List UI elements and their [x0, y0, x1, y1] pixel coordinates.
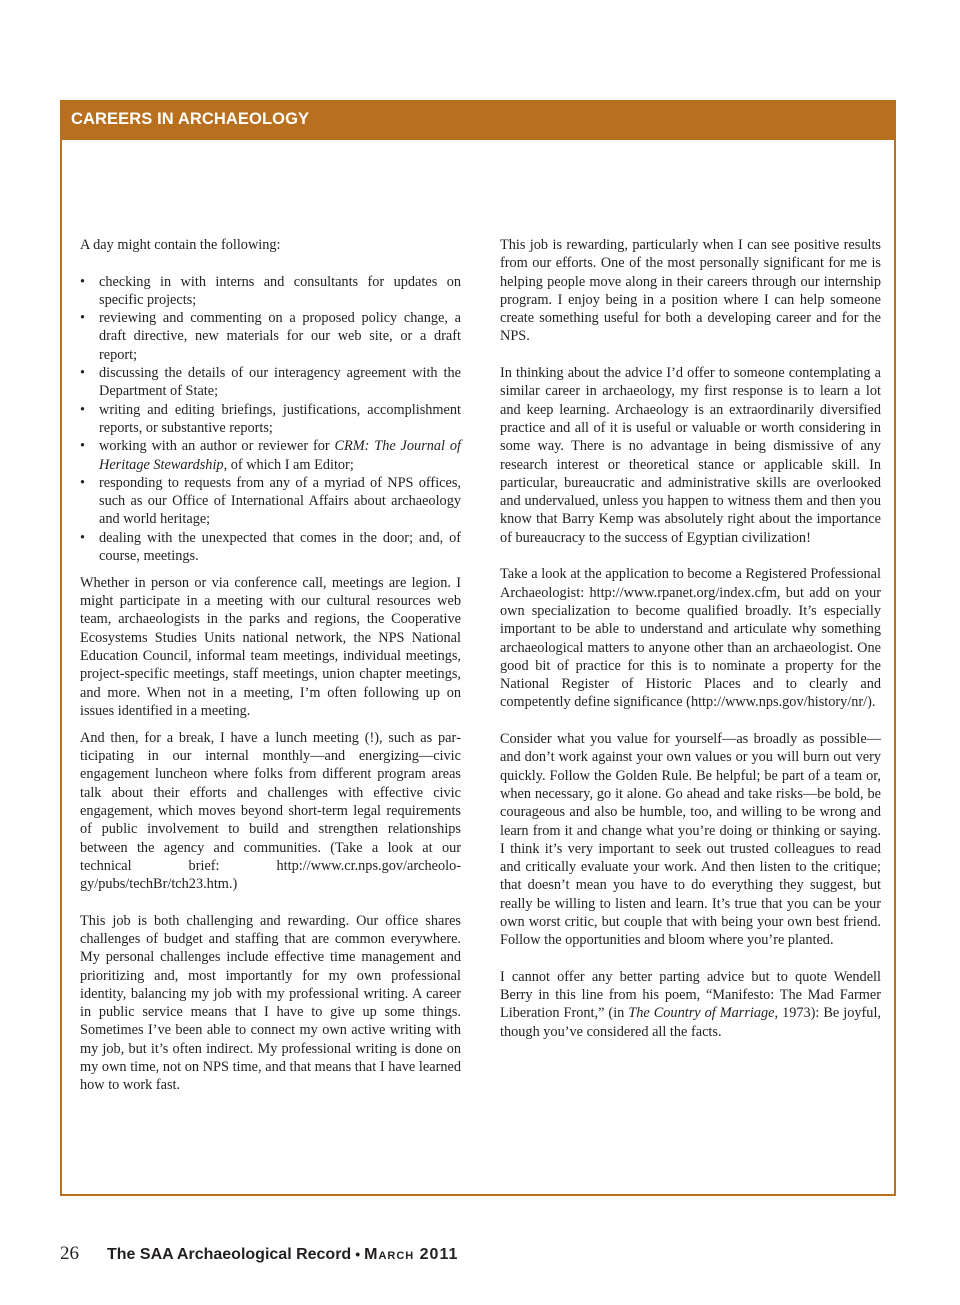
section-header-bar	[62, 102, 894, 140]
page-number: 26	[60, 1243, 79, 1264]
paragraph-advice: In thinking about the advice I’d offer to someone contemplating a similar career in archaeology, my first response is to learn a lot and keep learning. Archaeology is an extraordinarily diversified practice and all of it is useful or valuable or worth considering in some way. There is no advantage in being dismissive of any research interest or theoretical stance or applicable skill. In particular, bureaucratic and administrative skills are overlooked and undervalued, unless you happen to witness them and then you know that Barry Kemp was absolutely right about the importance of bureaucracy to the success of Egyptian civilization!	[500, 365, 881, 546]
journal-title: CRM: The Journal of Heritage Stewardship	[99, 438, 461, 473]
section-header-title: CAREERS IN ARCHAEOLOGY	[71, 110, 310, 128]
bullet-text: dealing with the unexpected that comes in the door; and, of course, meetings.	[99, 529, 461, 565]
paragraph-lunch-meeting: And then, for a break, I have a lunch meeting (!), such as participating in our internal monthly—and energizing—civic engagement luncheon where folks from different program areas talk about their efforts and challenges with effective civic engagement, which moves beyond short-term legal requirements of public involvement to build and strengthen relationships between the agency and communities. (Take a look at our technical brief: http://www.cr.nps.gov/archeology/pubs/techBr/tch23.htm.)	[80, 729, 461, 893]
bullet-glyph: •	[80, 310, 86, 327]
bullet-glyph: •	[80, 401, 86, 418]
page-footer	[60, 1243, 458, 1265]
bullet-item	[80, 309, 461, 364]
footer-separator: •	[355, 1246, 361, 1262]
paragraph-meetings: Whether in person or via conference call, meetings are legion. I might participate in a meeting with our cultural resources web team, archaeologists in the parks and regions, the Cooperative Ecosystems Studies Units national network, the NPS National Education Council, informal team meetings, individual meetings, project-specific meetings, staff meetings, union chapter meetings, and more. When not in a meeting, I’m often following up on issues identified in a meeting.	[80, 574, 461, 719]
bullet-glyph: •	[80, 438, 86, 455]
bullet-list-intro: A day might contain the following:	[80, 237, 281, 253]
issue-date: March 2011	[364, 1246, 459, 1263]
bullet-text: reviewing and commenting on a proposed policy change, a draft directive, new materials for our web site, or a draft report;	[99, 310, 461, 363]
bullet-item	[80, 529, 461, 566]
paragraph-values: Consider what you value for yourself—as broadly as possible—and don’t work against your own values or you will burn out very quickly. Follow the Golden Rule. Be helpful; be part of a team or, when necessary, go it alone. Go ahead and take risks—be bold, be courageous and also be humble, too, and willing to be wrong and learn from it and change what you’re doing or thinking or saying. I think it’s very important to seek out trusted colleagues to read and critically evaluate your work. And then listen to the critique; that doesn’t mean you have to do everything they suggest, but really be willing to listen and learn. It’s true that you can be your own worst critic, but couple that with being your own best friend. Follow the opportunities and bloom where you’re planted.	[500, 731, 881, 949]
book-title: The Country of Marriage	[628, 1005, 775, 1022]
bullet-item	[80, 364, 461, 401]
bullet-text: checking in with interns and consultants for updates on specific projects;	[99, 273, 461, 308]
bullet-item	[80, 273, 461, 310]
closing-text-before: I cannot offer any better parting advice but to quote Wendell Berry in this line from his poem, “Manifesto: The Mad Farmer Liberation Front,” (in	[500, 968, 881, 1022]
bullet-glyph: •	[80, 273, 86, 290]
task-bullet-list	[80, 273, 461, 566]
bullet-text-after: , of which I am Editor;	[223, 456, 354, 473]
paragraph-challenging: This job is both challenging and rewarding. Our office shares challenges of budget and staffing that are common everywhere. My personal challenges include effective time management and prioritizing and, most importantly for my own professional identity, balancing my job with my professional writing. A career in public service means that I have to give up some things. Sometimes I’ve been able to connect my own active writing with my job, but it’s often indirect. My professional writing is done on my own time, not on NPS time, and that means that I have learned how to work fast.	[80, 912, 461, 1094]
paragraph-rewarding: This job is rewarding, particularly when I can see positive results from our efforts. One of the most personally significant for me is helping people move along in their careers through our internship program. I enjoy being in a position where I can help someone create something useful for both a developing career and for the NPS.	[500, 237, 881, 345]
bullet-text-before: working with an author or reviewer for	[99, 438, 335, 455]
bullet-text: writing and editing briefings, justifications, accomplishment reports, or substantive reports;	[99, 401, 461, 436]
paragraph-rpa: Take a look at the application to become a Registered Professional Archaeologist: http://www.rpanet.org/index.cfm, but add on your own specialization to become qualified broadly. It’s especially important to be able to understand and articulate why something archaeological matters to anyone other than an archaeologist. One good bit of practice for this is to nominate a property for the National Register of Historic Places and to clearly and competently define significance (http://www.nps.gov/history/nr/).	[500, 566, 881, 711]
closing-text-after: , 1973): Be joyful, though you’ve considered all the facts.	[500, 1005, 881, 1040]
left-column	[80, 236, 461, 1095]
bullet-glyph: •	[80, 365, 86, 382]
bullet-glyph: •	[80, 529, 86, 546]
bullet-text: discussing the details of our interagency agreement with the Department of State;	[99, 365, 461, 400]
publication-name: The SAA Archaeological Record	[107, 1246, 352, 1263]
bullet-glyph: •	[80, 474, 86, 491]
paragraph-closing	[500, 968, 881, 1041]
bullet-item	[80, 401, 461, 438]
bullet-item	[80, 474, 461, 529]
right-column	[500, 236, 881, 1041]
bullet-text: responding to requests from any of a myriad of NPS offices, such as our Office of International Affairs about archaeology and world heritage;	[99, 474, 461, 528]
bullet-item	[80, 437, 461, 474]
